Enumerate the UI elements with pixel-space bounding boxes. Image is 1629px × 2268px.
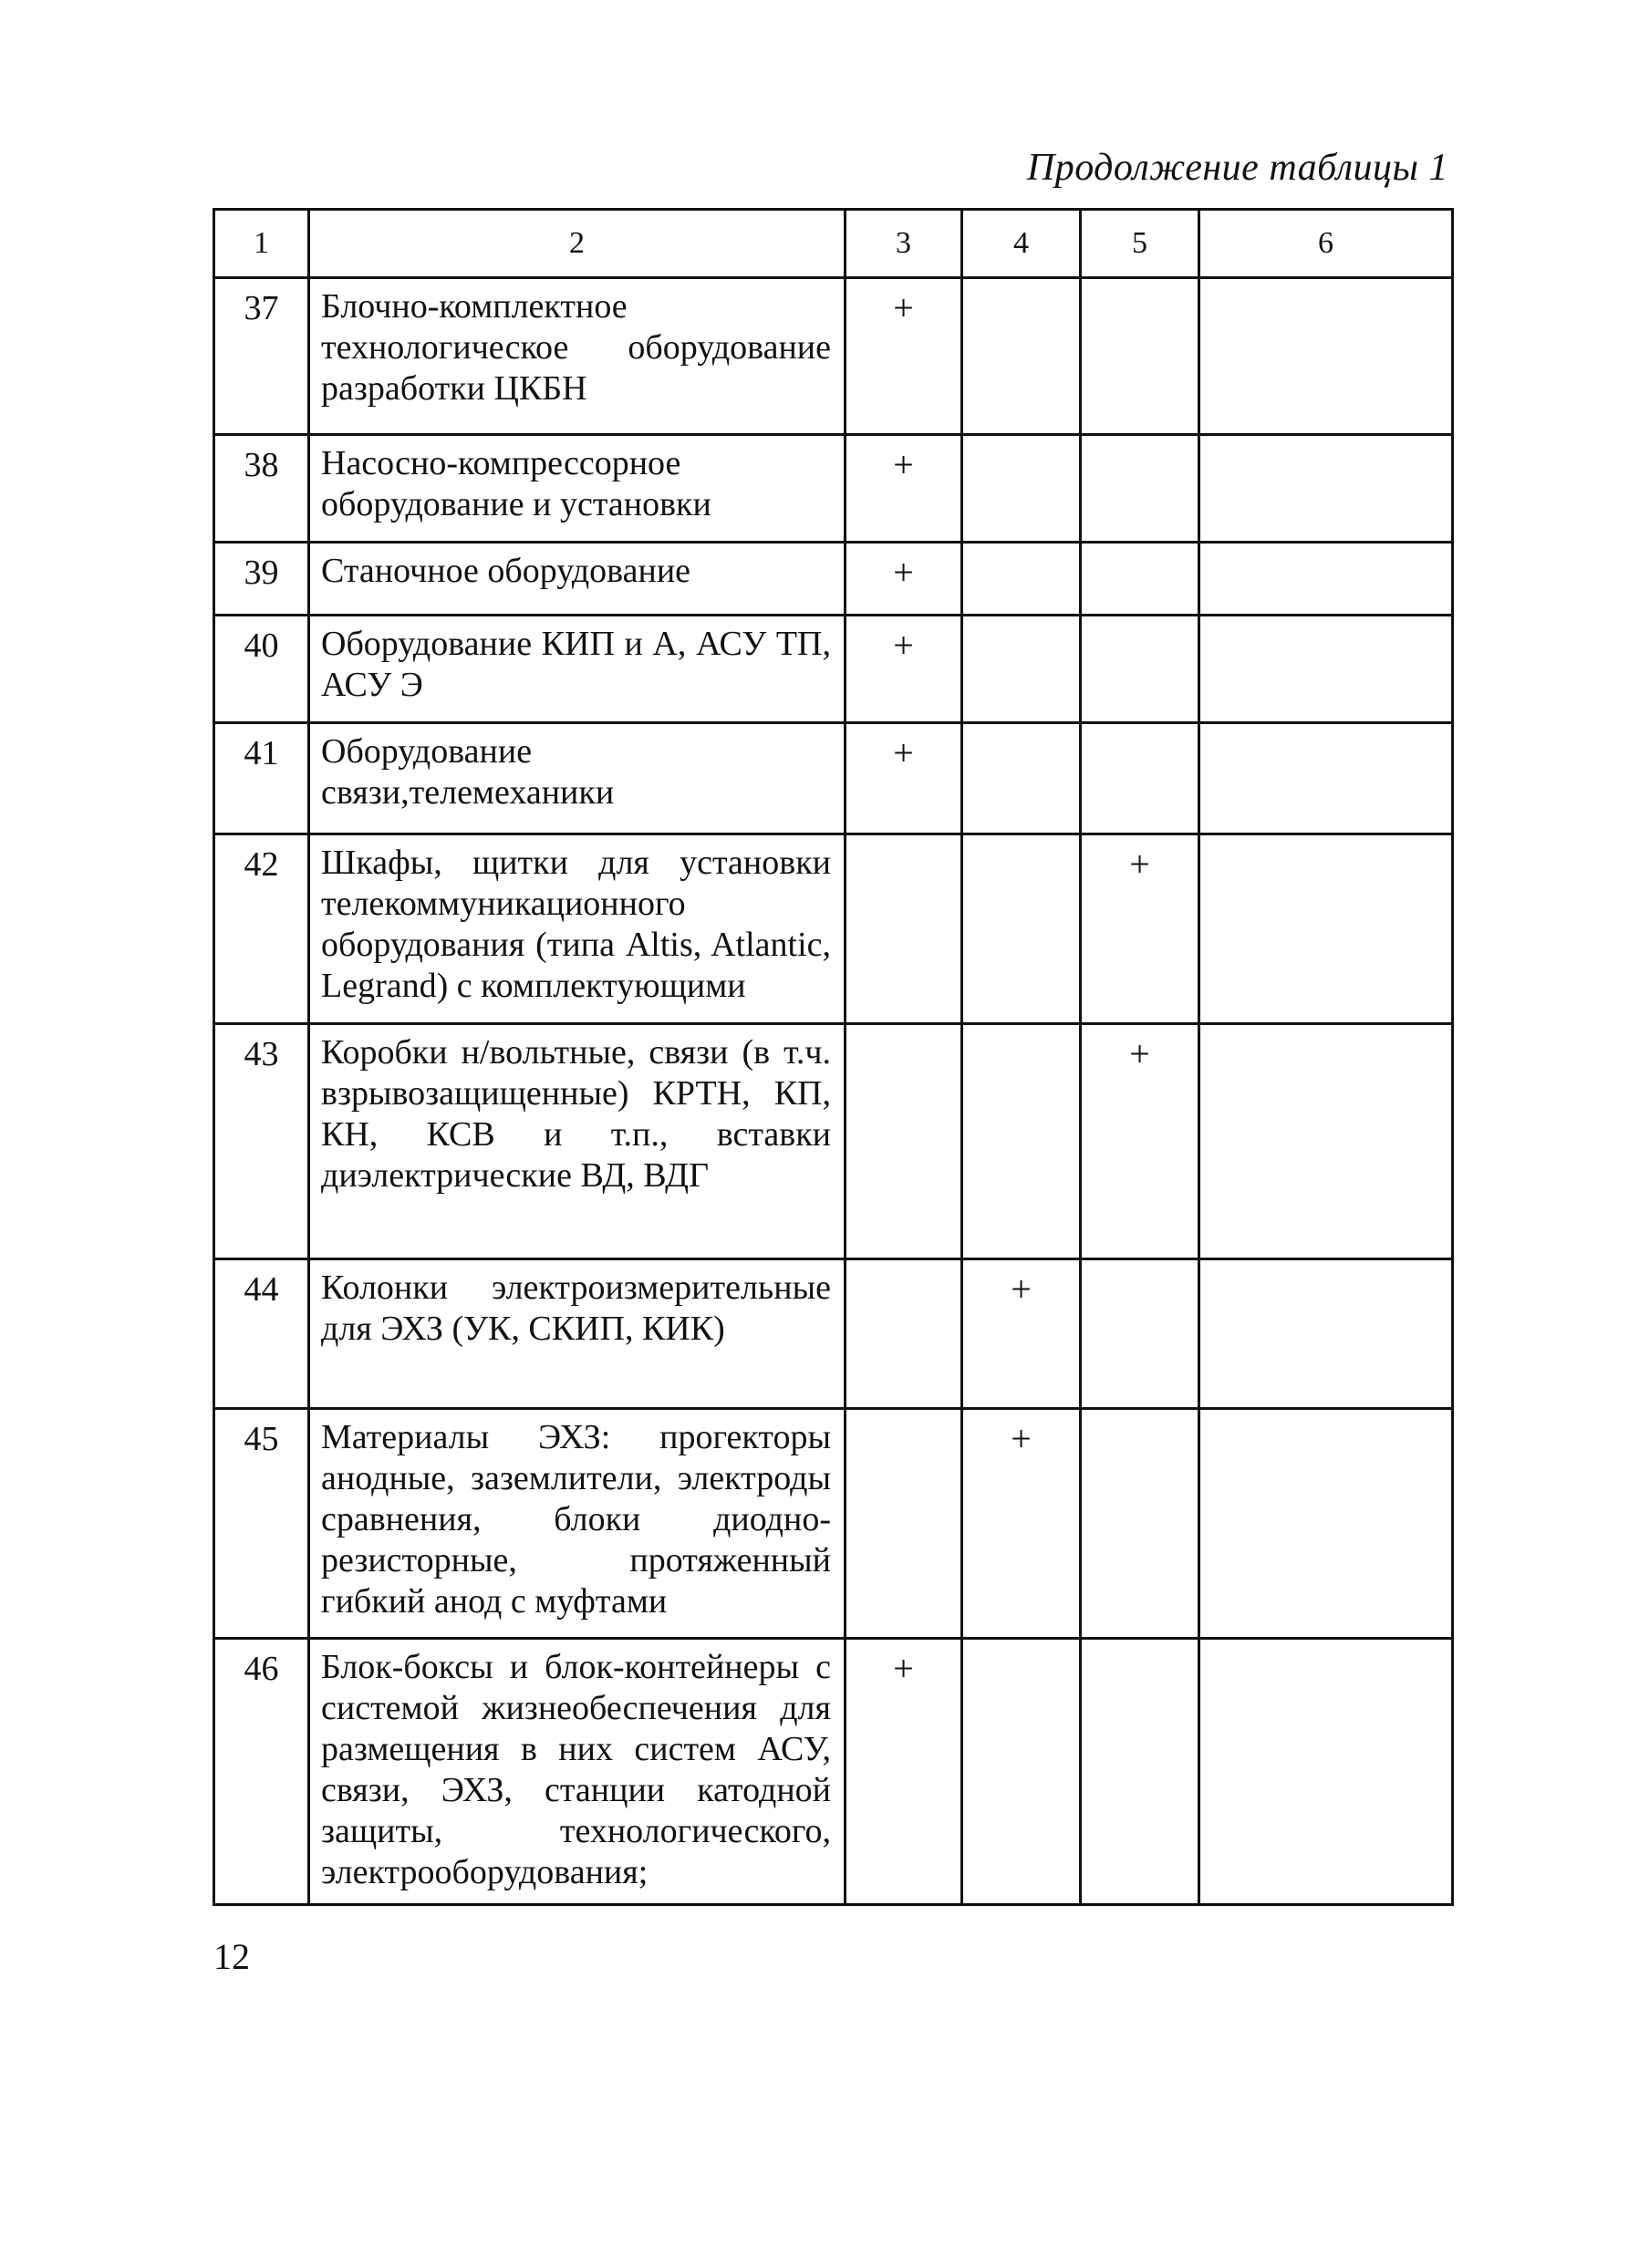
column-6-mark <box>1199 278 1453 435</box>
table-row <box>214 834 1453 1024</box>
column-5-mark <box>1081 278 1199 435</box>
column-3-mark: + <box>846 1639 962 1905</box>
column-3-mark <box>846 1409 962 1639</box>
column-3-mark <box>846 1259 962 1409</box>
column-5-mark: + <box>1081 834 1199 1024</box>
row-number: 40 <box>214 616 309 723</box>
column-header: 6 <box>1199 210 1453 278</box>
row-number: 37 <box>214 278 309 435</box>
table-caption: Продолжение таблицы 1 <box>1026 147 1448 189</box>
column-header: 4 <box>962 210 1081 278</box>
table-row <box>214 1409 1453 1639</box>
row-description: Блочно-комплектное технологическое оборудование разработки ЦКБН <box>309 278 846 435</box>
column-header: 2 <box>309 210 846 278</box>
column-5-mark <box>1081 723 1199 834</box>
row-number: 42 <box>214 834 309 1024</box>
row-description: Колонки электроизмерительные для ЭХЗ (УК, СКИП, КИК) <box>309 1259 846 1409</box>
column-5-mark <box>1081 1409 1199 1639</box>
table-row <box>214 1639 1453 1905</box>
column-6-mark <box>1199 1024 1453 1259</box>
column-3-mark: + <box>846 723 962 834</box>
row-description: Станочное оборудование <box>309 543 846 616</box>
column-6-mark <box>1199 1409 1453 1639</box>
row-number: 46 <box>214 1639 309 1905</box>
column-4-mark <box>962 1024 1081 1259</box>
row-number: 41 <box>214 723 309 834</box>
row-number: 39 <box>214 543 309 616</box>
row-description: Оборудование связи,телемеханики <box>309 723 846 834</box>
column-4-mark <box>962 435 1081 543</box>
column-6-mark <box>1199 1639 1453 1905</box>
table-header-row <box>214 210 1453 278</box>
row-number: 44 <box>214 1259 309 1409</box>
page-number: 12 <box>213 1936 250 1977</box>
column-4-mark <box>962 543 1081 616</box>
column-header: 5 <box>1081 210 1199 278</box>
row-number: 43 <box>214 1024 309 1259</box>
table-row <box>214 278 1453 435</box>
row-number: 38 <box>214 435 309 543</box>
column-4-mark <box>962 616 1081 723</box>
column-5-mark <box>1081 1259 1199 1409</box>
column-6-mark <box>1199 616 1453 723</box>
table-row <box>214 723 1453 834</box>
row-description: Блок-боксы и блок-контейнеры с системой жизнеобеспечения для размещения в них систем АСУ, связи, ЭХЗ, станции катодной защиты, технологического, электрооборудования; <box>309 1639 846 1905</box>
column-6-mark <box>1199 435 1453 543</box>
column-4-mark: + <box>962 1409 1081 1639</box>
column-3-mark: + <box>846 616 962 723</box>
table-row <box>214 616 1453 723</box>
row-description: Оборудование КИП и А, АСУ ТП, АСУ Э <box>309 616 846 723</box>
column-4-mark <box>962 278 1081 435</box>
column-6-mark <box>1199 1259 1453 1409</box>
table-row <box>214 435 1453 543</box>
column-5-mark <box>1081 543 1199 616</box>
column-3-mark: + <box>846 543 962 616</box>
row-description: Материалы ЭХЗ: прогекторы анодные, заземлители, электроды сравнения, блоки диодно-резисторные, протяженный гибкий анод с муфтами <box>309 1409 846 1639</box>
row-number: 45 <box>214 1409 309 1639</box>
column-header: 3 <box>846 210 962 278</box>
column-5-mark <box>1081 616 1199 723</box>
column-3-mark <box>846 1024 962 1259</box>
column-5-mark <box>1081 1639 1199 1905</box>
table-row <box>214 1024 1453 1259</box>
column-4-mark <box>962 834 1081 1024</box>
column-4-mark: + <box>962 1259 1081 1409</box>
column-6-mark <box>1199 723 1453 834</box>
column-6-mark <box>1199 834 1453 1024</box>
equipment-table <box>213 208 1454 1906</box>
column-header: 1 <box>214 210 309 278</box>
column-3-mark <box>846 834 962 1024</box>
row-description: Насосно-компрессорное оборудование и установки <box>309 435 846 543</box>
row-description: Коробки н/вольтные, связи (в т.ч. взрывозащищенные) КРТН, КП, КН, КСВ и т.п., вставки диэлектрические ВД, ВДГ <box>309 1024 846 1259</box>
column-6-mark <box>1199 543 1453 616</box>
column-3-mark: + <box>846 435 962 543</box>
column-3-mark: + <box>846 278 962 435</box>
table-row <box>214 543 1453 616</box>
column-4-mark <box>962 1639 1081 1905</box>
column-5-mark <box>1081 435 1199 543</box>
column-4-mark <box>962 723 1081 834</box>
table-row <box>214 1259 1453 1409</box>
row-description: Шкафы, щитки для установки телекоммуникационного оборудования (типа Altis, Atlantic, Legrand) с комплектующими <box>309 834 846 1024</box>
column-5-mark: + <box>1081 1024 1199 1259</box>
